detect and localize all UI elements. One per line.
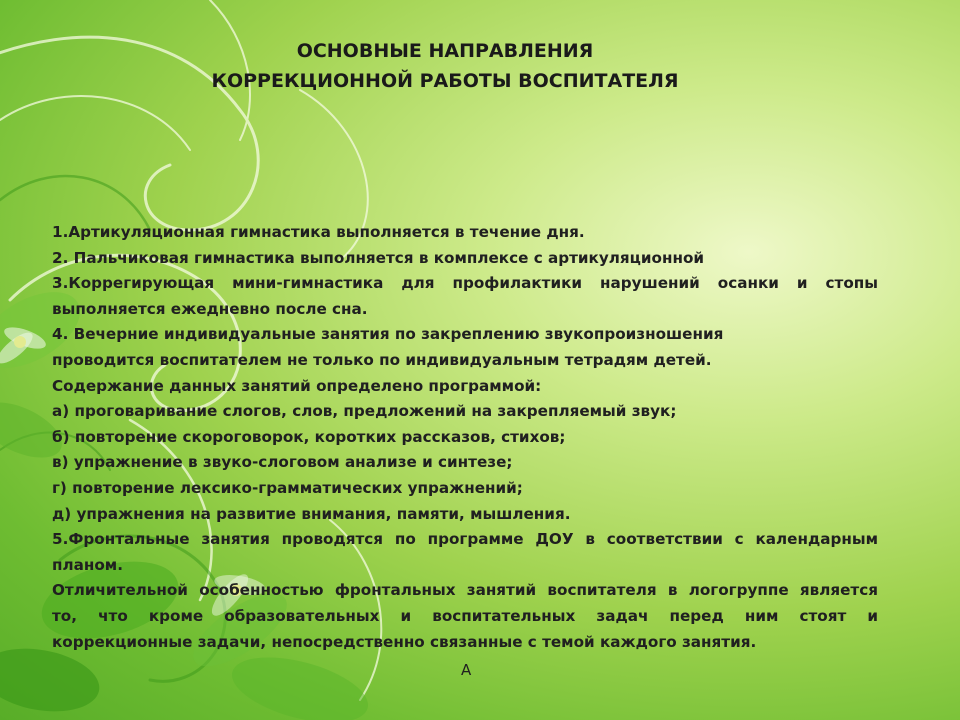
- body-line: планом.: [52, 555, 123, 574]
- title-line-2: КОРРЕКЦИОННОЙ РАБОТЫ ВОСПИТАТЕЛЯ: [211, 70, 679, 92]
- body-line: г) повторение лексико-грамматических упражнений;: [52, 478, 523, 497]
- body-line: 1.Артикуляционная гимнастика выполняется в течение дня.: [52, 223, 585, 241]
- footer-letter: А: [461, 661, 472, 679]
- title-line-1: ОСНОВНЫЕ НАПРАВЛЕНИЯ: [296, 40, 594, 62]
- body-line: д) упражнения на развитие внимания, памяти, мышления.: [52, 504, 571, 523]
- body-line: 2. Пальчиковая гимнастика выполняется в комплексе с артикуляционной: [52, 248, 705, 267]
- body-line: 5.Фронтальные занятия проводятся по программе ДОУ в соответствии с календарным: [52, 530, 878, 549]
- body-line: то, что кроме образовательных и воспитательных задач перед ним стоят и: [52, 606, 878, 625]
- body-line: 4. Вечерние индивидуальные занятия по закреплению звукопроизношения: [52, 325, 724, 344]
- body-line: коррекционные задачи, непосредственно связанные с темой каждого занятия.: [52, 632, 757, 651]
- body-line: выполняется ежедневно после сна.: [52, 299, 368, 318]
- slide-title: [150, 36, 740, 96]
- slide-body-text: [52, 220, 878, 655]
- body-line: Содержание данных занятий определено программой:: [52, 376, 542, 395]
- body-line: а) проговаривание слогов, слов, предложений на закрепляемый звук;: [52, 402, 677, 421]
- body-line: б) повторение скороговорок, коротких рассказов, стихов;: [52, 427, 566, 446]
- body-line: 3.Коррегирующая мини-гимнастика для профилактики нарушений осанки и стопы: [52, 274, 878, 293]
- body-line: Отличительной особенностью фронтальных занятий воспитателя в логогруппе является: [52, 581, 878, 600]
- body-line: в) упражнение в звуко-слоговом анализе и синтезе;: [52, 453, 513, 472]
- body-line: проводится воспитателем не только по индивидуальным тетрадям детей.: [52, 350, 712, 369]
